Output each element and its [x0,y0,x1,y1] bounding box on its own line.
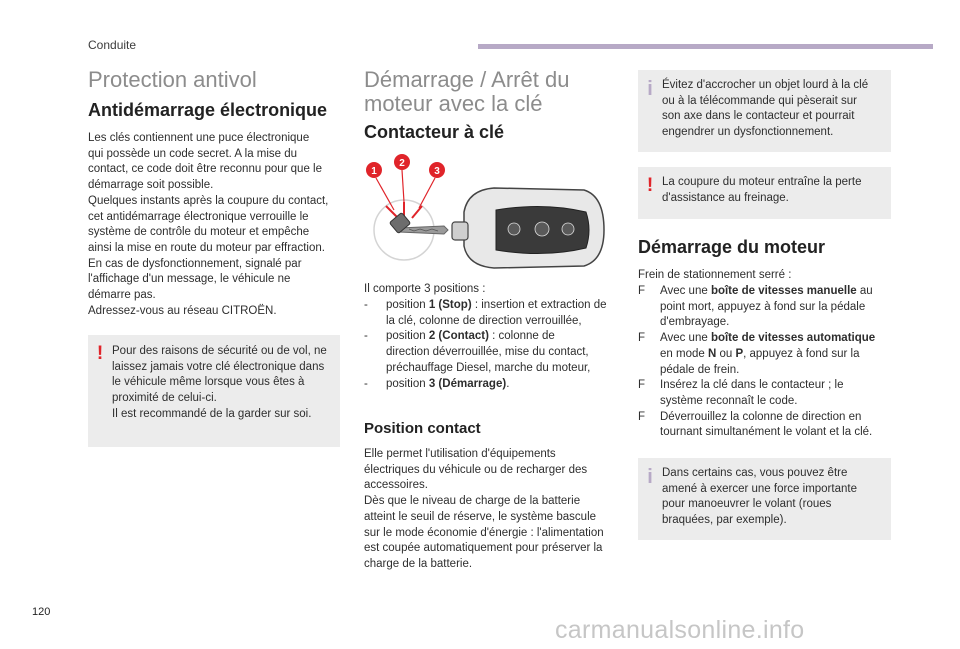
left-title: Protection antivol [88,67,257,92]
text-line: Évitez d'accrocher un objet lourd à la clé [662,79,869,91]
text-line: Dans certains cas, vous pouvez être [662,467,848,479]
right-info-text-1 [662,78,883,141]
text-line: Les clés contiennent une puce électronique [88,132,310,144]
bold-text: 3 (Démarrage) [428,377,507,390]
text-line: proximité de celui-ci. [112,392,217,405]
text: Insérez la clé dans le contacteur ; le [660,379,844,392]
position-item [364,298,626,329]
middle-subtitle: Contacteur à clé [364,122,505,142]
text: Avec une [660,285,711,297]
text-line: Il est recommandé de la garder sur soi. [112,407,312,420]
text: Déverrouillez la colonne de direction en [660,410,862,423]
text: - [364,299,368,311]
right-intro: Frein de stationnement serré : [638,269,792,281]
text-line: pour manoeuvrer le volant (roues [662,498,832,511]
text: préchauffage Diesel, marche du moteur, [386,361,591,374]
text-line: démarrage soit possible. [88,179,214,192]
text-line: La coupure du moteur entraîne la perte [662,176,862,188]
bold-text: boîte de vitesses manuelle [710,285,857,297]
key-switch-illustration [364,150,614,275]
callout-3-label: 3 [434,166,440,177]
text: direction déverrouillée, mise du contact, [386,346,589,359]
bold-text: boîte de vitesses automatique [710,332,876,345]
text-line: laissez jamais votre clé électronique dans [112,360,325,373]
step-item [638,331,898,378]
middle-intro: Il comporte 3 positions : [364,283,486,295]
right-info-box-2 [638,458,891,540]
text-line: En cas de dysfonctionnement, signalé par [88,257,302,270]
text-line: Pour des raisons de sécurité ou de vol, ne [112,345,327,357]
steps-list [638,284,898,441]
text: : colonne de [488,330,555,343]
step-item [638,284,898,331]
text-line: Démarrage / Arrêt du [364,67,570,92]
left-paragraph [88,131,348,319]
text-line: ou à la télécommande qui pèserait sur [662,94,857,107]
text: F [638,285,646,297]
left-warning-text [112,344,332,423]
text-line: électriques du véhicule ou de recharger des [364,463,588,476]
position-item [364,377,626,393]
middle-subtitle-2: Position contact [364,420,481,437]
left-warning-box [88,335,340,447]
text-line: accessoires. [364,479,428,492]
text-line: Elle permet l'utilisation d'équipements [364,448,556,460]
text: F [638,332,646,345]
text: : insertion et extraction de [471,299,607,311]
text: d'embrayage. [660,316,730,329]
left-subtitle: Antidémarrage électronique [88,100,328,120]
text: tournant simultanément le volant et la clé. [660,426,873,439]
text-line: contact, ce code doit être reconnu pour que le [88,163,322,176]
step-item [638,410,898,441]
watermark: carmanualsonline.info [555,616,805,644]
text: Avec une [660,332,711,345]
right-warning-box [638,167,891,219]
text-line: atteint le seuil de réserve, le système bascule [364,510,597,523]
text-line: charge de la batterie. [364,557,473,570]
right-info-box-1 [638,70,891,152]
text-line: qui possède un code secret. A la mise du [88,147,298,160]
text: en mode [660,347,708,360]
text: système reconnaît le code. [660,394,798,407]
text: position [386,377,429,390]
text: position [386,330,429,343]
text-line: son axe dans le contacteur et pourrait [662,110,855,123]
text-line: Adressez-vous au réseau CITROËN. [88,304,277,317]
text: ou [716,347,736,360]
section-label: Conduite [88,38,137,52]
text: pédale de frein. [660,363,740,376]
step-item [638,378,898,409]
text-line: cet antidémarrage électronique verrouille le [88,210,309,223]
text: , appuyez à fond sur la [743,347,860,360]
text: la clé, colonne de direction verrouillée, [386,314,582,327]
callout-2-label: 2 [399,158,405,169]
text: F [638,410,646,423]
right-title: Démarrage du moteur [638,237,826,257]
warning-icon: ! [646,175,654,196]
warning-icon: ! [96,343,104,364]
text-line: Dès que le niveau de charge de la batterie [364,495,581,508]
bold-text: 1 (Stop) [428,299,472,311]
text: position [386,299,429,311]
positions-list [364,298,626,392]
text-line: amené à exercer une force importante [662,482,857,495]
text-line: braquées, par exemple). [662,514,787,527]
text-line: moteur avec la clé [364,91,543,116]
middle-paragraph [364,447,626,573]
text: - [364,330,368,343]
info-icon: i [647,466,653,488]
text: F [638,379,646,392]
bold-text: N [707,347,717,360]
text-line: sur le mode économie d'énergie : l'alimentation [364,526,604,539]
text-line: démarre pas. [88,289,156,302]
text-line: l'affichage d'un message, le véhicule ne [88,273,291,286]
page-number: 120 [32,606,51,618]
text-line: engendrer un dysfonctionnement. [662,126,834,139]
text-line: est coupée automatiquement pour préserver la [364,542,603,555]
right-warning-text [662,175,883,206]
text: point mort, appuyez à fond sur la pédale [660,300,866,313]
text-line: le véhicule même lorsque vous êtes à [112,376,305,389]
info-icon: i [647,78,653,100]
text: - [364,377,368,390]
position-item [364,329,626,376]
text-line: Quelques instants après la coupure du contact, [88,194,329,207]
bold-text: 2 (Contact) [428,330,489,343]
middle-title [364,68,569,116]
header-rule [478,44,933,49]
text: au [856,285,873,297]
callout-1-label: 1 [371,166,377,177]
text: . [506,377,510,390]
right-info-text-2 [662,466,883,529]
bold-text: P [735,347,744,360]
text-line: ainsi la mise en route du moteur par effraction. [88,241,325,254]
text-line: d'assistance au freinage. [662,191,789,204]
text-line: système de contrôle du moteur et empêche [88,226,310,239]
